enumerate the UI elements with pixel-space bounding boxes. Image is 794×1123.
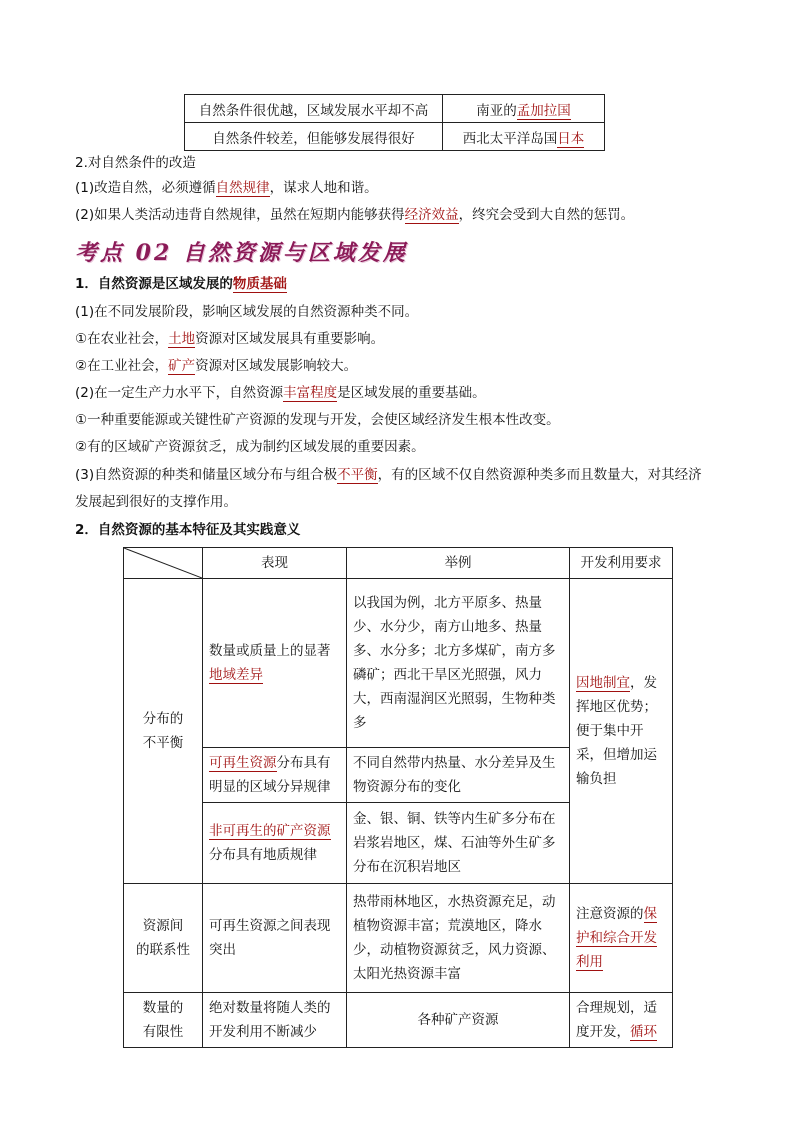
text: 注意资源的 <box>576 906 644 922</box>
text: (1)改造自然，必须遵循 <box>75 180 216 196</box>
category-cell: 数量的 有限性 <box>124 993 203 1048</box>
text: (2)在一定生产力水平下，自然资源 <box>75 385 284 401</box>
table-header-row <box>124 548 673 579</box>
table-row <box>124 579 673 748</box>
table-row <box>185 95 605 123</box>
text: 资源对区域发展具有重要影响。 <box>195 331 385 347</box>
text: (3)自然资源的种类和储量区域分布与组合极 <box>75 467 338 483</box>
key-term: 非可再生的矿产资源 <box>209 823 331 839</box>
paragraph <box>75 329 384 349</box>
text: 是区域发展的重要基础。 <box>337 385 486 401</box>
diagonal-line <box>124 548 202 578</box>
feature-cell <box>203 579 347 748</box>
paragraph: 发展起到很好的支撑作用。 <box>75 494 237 510</box>
paragraph <box>75 356 357 376</box>
paragraph <box>75 465 702 485</box>
paragraph: (1)在不同发展阶段，影响区域发展的自然资源种类不同。 <box>75 304 419 320</box>
example-cell: 以我国为例，北方平原多、热量少、水分少，南方山地多、热量多、水分多；北方多煤矿，南方多磷矿；西北干旱区光照强，风力大，西南湿润区光照弱，生物种类多 <box>347 579 570 748</box>
text: ①在农业社会， <box>75 331 169 347</box>
text: ，谋求人地和谐。 <box>269 180 378 196</box>
feature-cell: 绝对数量将随人类的开发利用不断减少 <box>203 993 347 1048</box>
key-term: 孟加拉国 <box>516 102 571 119</box>
key-term: 不平衡 <box>337 467 378 483</box>
key-term: 物质基础 <box>232 276 287 292</box>
example-prefix: 西北太平洋岛国 <box>462 130 558 147</box>
subsection-title: 2．自然资源的基本特征及其实践意义 <box>75 522 301 538</box>
paragraph: ②有的区域矿产资源贫乏，成为制约区域发展的重要因素。 <box>75 439 425 455</box>
key-term: 可再生资源 <box>209 755 277 771</box>
paragraph <box>75 178 378 198</box>
key-term: 日本 <box>557 130 585 147</box>
text: (2)如果人类活动违背自然规律，虽然在短期内能够获得 <box>75 207 405 223</box>
feature-cell: 可再生资源之间表现突出 <box>203 884 347 993</box>
key-term: 地域差异 <box>209 667 263 683</box>
feature-cell <box>203 803 347 884</box>
section-title: 2.对自然条件的改造 <box>75 155 196 171</box>
example-cell: 不同自然带内热量、水分差异及生物资源分布的变化 <box>347 748 570 803</box>
text: ②在工业社会， <box>75 358 169 374</box>
key-term: 自然规律 <box>215 180 270 196</box>
example-cell: 热带雨林地区，水热资源充足，动植物资源丰富；荒漠地区，降水少，动植物资源贫乏，风力资源、太阳光热资源丰富 <box>347 884 570 993</box>
key-term: 经济效益 <box>404 207 459 223</box>
text: 资源对区域发展影响较大。 <box>195 358 358 374</box>
key-term: 因地制宜 <box>576 675 630 691</box>
requirement-cell <box>570 993 673 1048</box>
paragraph <box>75 205 634 225</box>
text: 分布具有明显的区域分异规律 <box>209 755 331 795</box>
requirement-cell <box>570 884 673 993</box>
subsection-title <box>75 274 287 294</box>
text: 数量或质量上的显著 <box>209 643 331 659</box>
category-cell: 资源间 的联系性 <box>124 884 203 993</box>
table-row <box>124 993 673 1048</box>
text: ，终究会受到大自然的惩罚。 <box>458 207 635 223</box>
resources-table <box>123 547 673 1048</box>
text: 1．自然资源是区域发展的 <box>75 276 233 292</box>
example-cell <box>443 95 605 123</box>
table-row <box>185 123 605 151</box>
example-prefix: 南亚的 <box>476 102 517 119</box>
paragraph: ①一种重要能源或关键性矿产资源的发现与开发，会使区域经济发生根本性改变。 <box>75 412 560 428</box>
condition-cell: 自然条件较差，但能够发展得很好 <box>185 123 443 151</box>
example-cell: 各种矿产资源 <box>347 993 570 1048</box>
requirement-cell <box>570 579 673 884</box>
text: 合理规划，适度开发， <box>576 1000 657 1040</box>
diagonal-header-cell <box>124 548 203 579</box>
conditions-table <box>184 94 605 151</box>
column-header: 表现 <box>203 548 347 579</box>
example-cell: 金、银、铜、铁等内生矿多分布在岩浆岩地区，煤、石油等外生矿多分布在沉积岩地区 <box>347 803 570 884</box>
text: ，有的区域不仅自然资源种类多而且数量大，对其经济 <box>377 467 702 483</box>
key-term: 丰富程度 <box>283 385 338 401</box>
column-header: 举例 <box>347 548 570 579</box>
column-header: 开发利用要求 <box>570 548 673 579</box>
feature-cell <box>203 748 347 803</box>
key-term: 土地 <box>168 331 196 347</box>
condition-cell: 自然条件很优越，区域发展水平却不高 <box>185 95 443 123</box>
paragraph <box>75 383 486 403</box>
table-row <box>124 884 673 993</box>
text: 分布具有地质规律 <box>209 847 317 863</box>
section-heading: 考点 02 自然资源与区域发展 <box>75 240 408 266</box>
category-cell: 分布的 不平衡 <box>124 579 203 884</box>
key-term: 保护和综合开发利用 <box>576 906 657 970</box>
example-cell <box>443 123 605 151</box>
text: ，发挥地区优势；便于集中开采，但增加运输负担 <box>576 675 657 787</box>
key-term: 循环 <box>630 1024 657 1040</box>
key-term: 矿产 <box>168 358 196 374</box>
